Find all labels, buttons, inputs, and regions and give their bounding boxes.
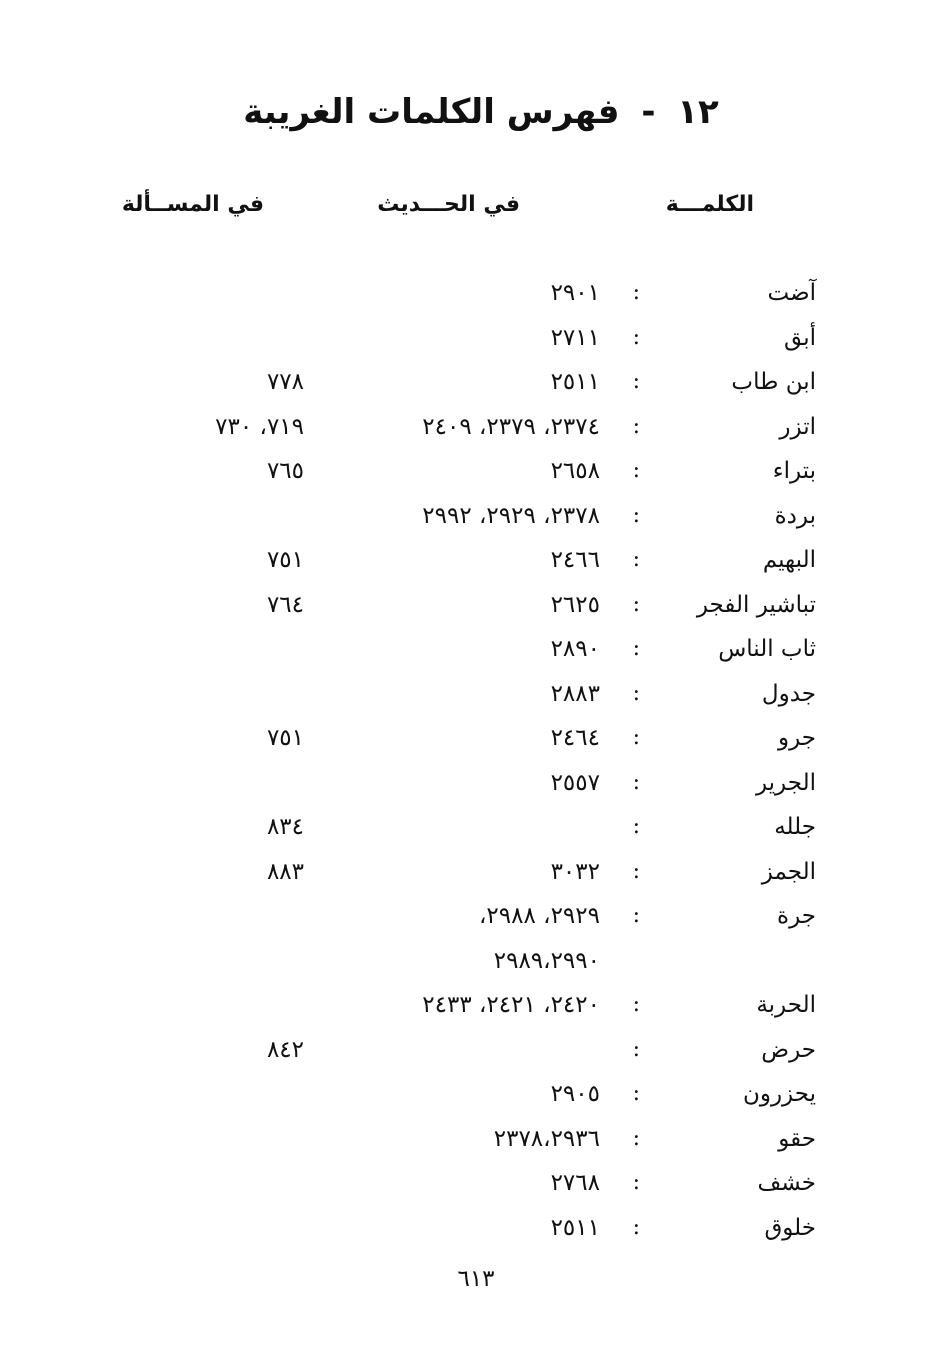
row-hadith-refs: ٢٧١١ xyxy=(550,324,600,351)
row-colon: : xyxy=(632,680,640,706)
table-row xyxy=(0,363,952,408)
table-row xyxy=(0,986,952,1031)
row-colon: : xyxy=(632,725,640,750)
table-row xyxy=(0,452,952,497)
row-colon: : xyxy=(632,992,640,1017)
row-word: جرة xyxy=(777,903,816,929)
row-colon: : xyxy=(632,1125,640,1151)
row-word: يحزرون xyxy=(742,1081,816,1107)
table-row xyxy=(0,719,952,764)
row-hadith-refs: ٢٤٦٤ xyxy=(550,725,600,751)
row-word: الجرير xyxy=(755,769,816,796)
row-hadith-refs: ٢٣٧٨، ٢٩٢٩، ٢٩٩٢ xyxy=(422,502,600,529)
row-word: اتزر xyxy=(779,413,816,440)
table-row xyxy=(0,897,952,942)
row-colon: : xyxy=(632,502,640,528)
table-row xyxy=(0,319,952,364)
row-word: جدول xyxy=(761,680,816,707)
row-hadith-refs: ٢٦٢٥ xyxy=(550,591,600,618)
row-colon: : xyxy=(632,280,640,305)
row-word: ابن طاب xyxy=(731,369,816,395)
row-colon: : xyxy=(632,458,640,483)
row-colon: : xyxy=(632,369,640,394)
row-masala-refs: ٨٨٣ xyxy=(266,858,304,885)
row-word: خلوق xyxy=(764,1214,816,1241)
row-hadith-refs: ٢٦٥٨ xyxy=(550,458,600,484)
table-row xyxy=(0,1075,952,1120)
row-hadith-refs: ٢٩٠١ xyxy=(550,280,600,306)
table-row xyxy=(0,853,952,898)
title-number: ١٢ xyxy=(677,92,719,132)
row-word: الجمز xyxy=(761,858,816,885)
row-colon: : xyxy=(632,547,640,572)
row-colon: : xyxy=(632,413,640,439)
row-colon: : xyxy=(632,324,640,350)
row-word: آضت xyxy=(767,280,816,306)
table-row xyxy=(0,408,952,453)
row-colon: : xyxy=(632,1214,640,1240)
row-colon: : xyxy=(632,1170,640,1195)
row-hadith-refs: ٢٤٦٦ xyxy=(550,547,600,573)
table-row xyxy=(0,541,952,586)
row-hadith-refs: ٢٨٩٠ xyxy=(550,636,600,662)
row-masala-refs: ٧٦٤ xyxy=(266,591,304,618)
page-number: ٦١٣ xyxy=(457,1266,495,1292)
row-word: البهيم xyxy=(762,547,816,573)
column-header-word: الكلمـــة xyxy=(665,192,754,217)
row-colon: : xyxy=(632,858,640,884)
row-hadith-refs: ٢٩٠٥ xyxy=(550,1081,600,1107)
table-row xyxy=(0,808,952,853)
table-row xyxy=(0,630,952,675)
row-word: الحربة xyxy=(756,992,816,1018)
table-row xyxy=(0,942,952,987)
row-word: حرض xyxy=(761,1036,816,1063)
table-row xyxy=(0,675,952,720)
row-word: جرو xyxy=(777,725,816,751)
row-word: خشف xyxy=(757,1170,816,1196)
row-masala-refs: ٧٥١ xyxy=(266,725,304,751)
index-table xyxy=(0,274,952,1253)
row-colon: : xyxy=(632,1036,640,1062)
row-word: بتراء xyxy=(772,458,816,484)
row-hadith-refs: ٢٥١١ xyxy=(550,1214,600,1241)
row-word: جلله xyxy=(774,814,816,840)
row-hadith-refs: ٢٧٦٨ xyxy=(550,1170,600,1196)
row-hadith-refs: ٢٣٧٨،٢٩٣٦ xyxy=(493,1125,600,1152)
row-word: تباشير الفجر xyxy=(696,591,816,618)
row-colon: : xyxy=(632,1081,640,1106)
page-title xyxy=(0,92,952,132)
row-masala-refs: ٧٥١ xyxy=(266,547,304,573)
row-colon: : xyxy=(632,591,640,617)
row-hadith-refs: ٢٥٥٧ xyxy=(550,769,600,796)
row-hadith-refs: ٢٨٨٣ xyxy=(550,680,600,707)
row-word: أبق xyxy=(784,324,816,351)
row-masala-refs: ٨٣٤ xyxy=(266,814,304,840)
title-text: فهرس الكلمات الغريبة xyxy=(243,92,620,132)
row-hadith-refs: ٢٥١١ xyxy=(550,369,600,395)
table-row xyxy=(0,1209,952,1254)
row-hadith-refs: ٣٠٣٢ xyxy=(550,858,600,885)
row-colon: : xyxy=(632,814,640,839)
table-row xyxy=(0,1164,952,1209)
row-hadith-refs: ٢٤٢٠، ٢٤٢١، ٢٤٣٣ xyxy=(422,992,600,1018)
table-row xyxy=(0,274,952,319)
title-dash: - xyxy=(641,92,656,132)
row-hadith-refs: ٢٣٧٤، ٢٣٧٩، ٢٤٠٩ xyxy=(422,413,600,440)
row-colon: : xyxy=(632,769,640,795)
row-word: ثاب الناس xyxy=(718,636,816,662)
row-masala-refs: ٧٧٨ xyxy=(266,369,304,395)
row-masala-refs: ٧١٩، ٧٣٠ xyxy=(215,413,304,440)
row-word: حقو xyxy=(778,1125,816,1152)
row-colon: : xyxy=(632,636,640,661)
table-row xyxy=(0,497,952,542)
row-hadith-refs: ٢٩٢٩، ٢٩٨٨، xyxy=(478,903,600,929)
table-row xyxy=(0,1031,952,1076)
row-colon: : xyxy=(632,903,640,928)
table-row xyxy=(0,586,952,631)
row-masala-refs: ٧٦٥ xyxy=(266,458,304,484)
row-hadith-refs: ٢٩٨٩،٢٩٩٠ xyxy=(493,947,600,974)
row-masala-refs: ٨٤٢ xyxy=(266,1036,304,1063)
column-header-masala: في المســألة xyxy=(121,192,264,217)
table-row xyxy=(0,1120,952,1165)
row-word: بردة xyxy=(774,502,816,529)
column-header-hadith: في الحـــديث xyxy=(377,192,520,217)
table-row xyxy=(0,764,952,809)
